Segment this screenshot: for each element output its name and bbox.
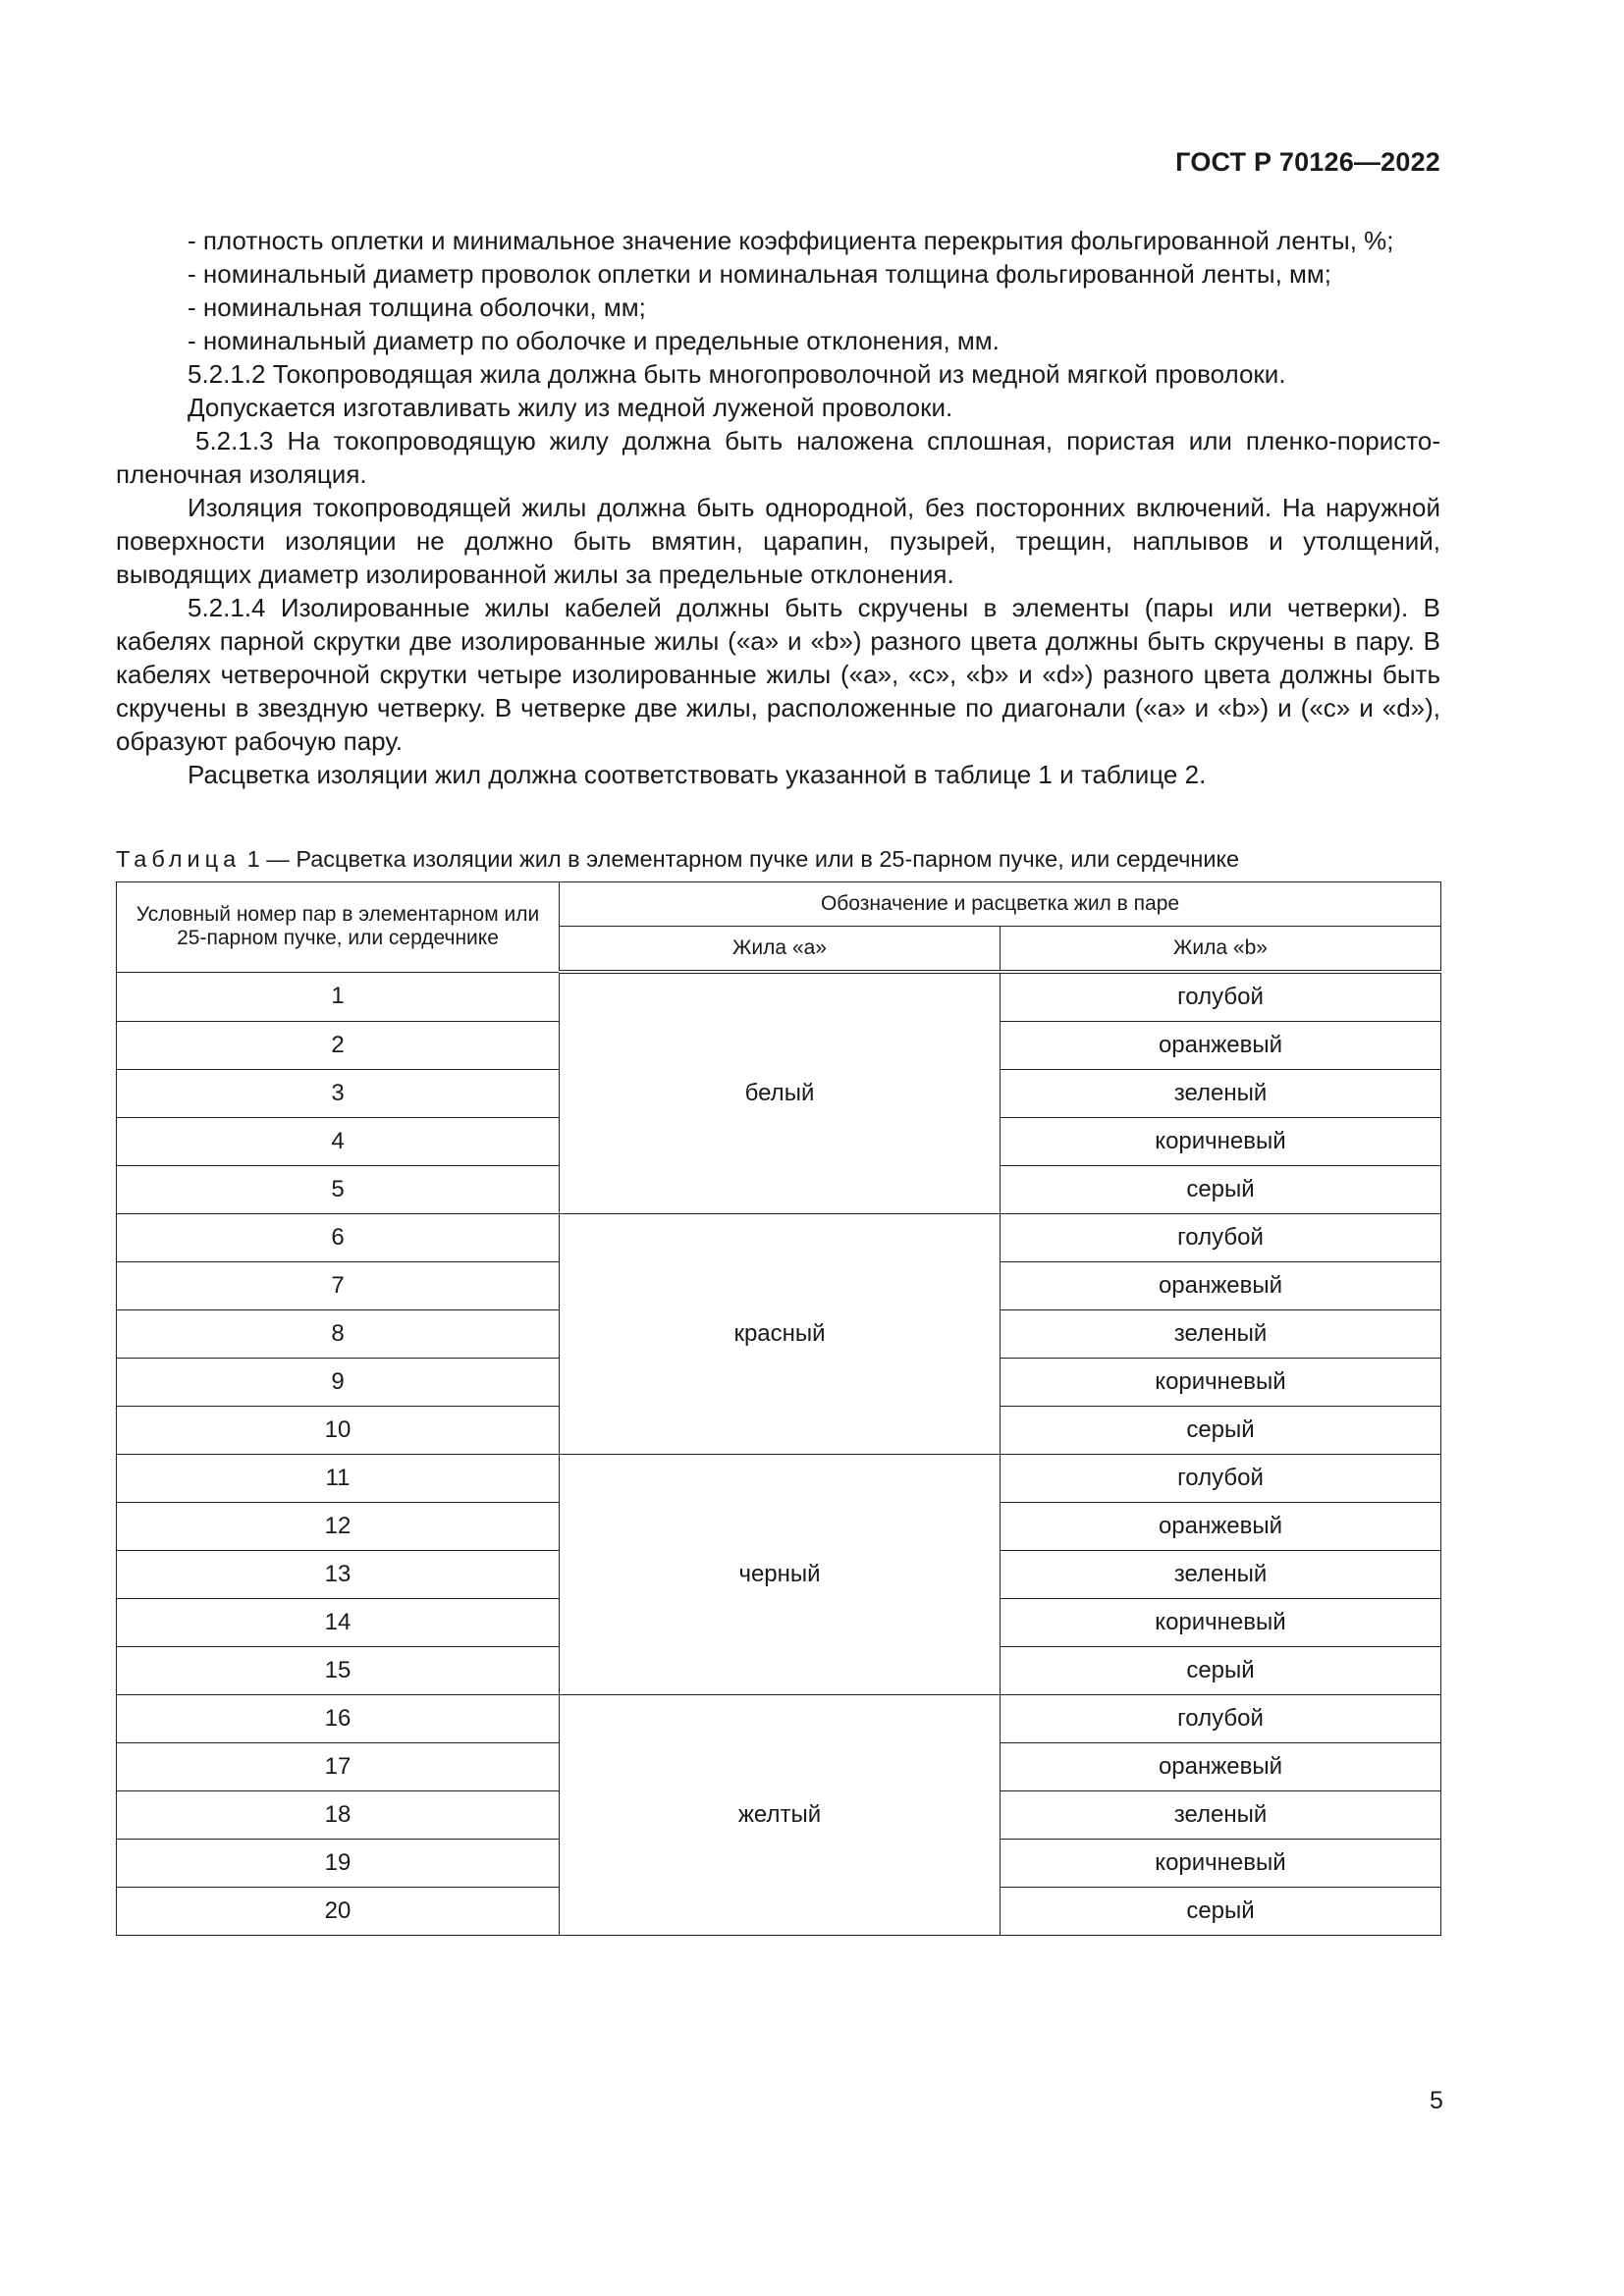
header-pair-number: Условный номер пар в элементарном или 25-парном пучке, или сердечнике	[117, 882, 560, 973]
wire-b-color-cell: зеленый	[1001, 1070, 1441, 1118]
pair-number-cell: 7	[117, 1262, 560, 1310]
pair-number-cell: 16	[117, 1695, 560, 1743]
table-caption-label: Таблица	[116, 846, 242, 872]
wire-b-color-cell: серый	[1001, 1647, 1441, 1695]
wire-b-color-cell: коричневый	[1001, 1359, 1441, 1407]
wire-b-color-cell: серый	[1001, 1888, 1441, 1936]
header-designation: Обозначение и расцветка жил в паре	[560, 882, 1441, 927]
wire-b-color-cell: серый	[1001, 1166, 1441, 1214]
paragraph: - плотность оплетки и минимальное значение коэффициента перекрытия фольгированной ленты, %;	[188, 226, 1394, 255]
pair-number-cell: 14	[117, 1599, 560, 1647]
wire-b-color-cell: оранжевый	[1001, 1743, 1441, 1791]
wire-a-color-cell: белый	[560, 972, 1001, 1214]
header-wire-a: Жила «а»	[560, 927, 1001, 973]
wire-b-color-cell: зеленый	[1001, 1551, 1441, 1599]
table-row	[117, 1695, 1441, 1743]
wire-b-color-cell: голубой	[1001, 972, 1441, 1022]
paragraph: - номинальный диаметр по оболочке и предельные отклонения, мм.	[188, 326, 1000, 355]
paragraph: 5.2.1.2 Токопроводящая жила должна быть многопроволочной из медной мягкой проволоки.	[188, 359, 1286, 389]
paragraph: - номинальный диаметр проволок оплетки и номинальная толщина фольгированной ленты, мм;	[188, 259, 1331, 289]
table-caption-text: 1 — Расцветка изоляции жил в элементарном пучке или в 25-парном пучке, или сердечнике	[241, 846, 1240, 872]
table-caption	[116, 843, 1451, 875]
wire-b-color-cell: голубой	[1001, 1695, 1441, 1743]
pair-number-cell: 11	[117, 1455, 560, 1503]
pair-number-cell: 4	[117, 1118, 560, 1166]
wire-b-color-cell: оранжевый	[1001, 1503, 1441, 1551]
pair-number-cell: 8	[117, 1310, 560, 1359]
pair-number-cell: 19	[117, 1840, 560, 1888]
paragraph: - номинальная толщина оболочки, мм;	[188, 293, 646, 322]
wire-b-color-cell: зеленый	[1001, 1791, 1441, 1840]
wire-b-color-cell: голубой	[1001, 1214, 1441, 1262]
pair-number-cell: 13	[117, 1551, 560, 1599]
document-code: ГОСТ Р 70126—2022	[1175, 147, 1440, 177]
pair-number-cell: 5	[117, 1166, 560, 1214]
wire-b-color-cell: коричневый	[1001, 1118, 1441, 1166]
wire-b-color-cell: оранжевый	[1001, 1262, 1441, 1310]
body-text	[116, 224, 1440, 791]
pair-number-cell: 10	[117, 1407, 560, 1455]
paragraph: Допускается изготавливать жилу из медной луженой проволоки.	[188, 393, 953, 422]
table-row	[117, 1455, 1441, 1503]
pair-number-cell: 6	[117, 1214, 560, 1262]
paragraph: 5.2.1.3 На токопроводящую жилу должна быть наложена сплошная, пористая или пленко-пористо-пленочная изоляция.	[116, 426, 1440, 489]
pair-number-cell: 3	[117, 1070, 560, 1118]
pair-number-cell: 1	[117, 972, 560, 1022]
wire-b-color-cell: голубой	[1001, 1455, 1441, 1503]
wire-a-color-cell: черный	[560, 1455, 1001, 1695]
page-number: 5	[1430, 2087, 1443, 2114]
pair-number-cell: 2	[117, 1022, 560, 1070]
wire-b-color-cell: зеленый	[1001, 1310, 1441, 1359]
pair-number-cell: 17	[117, 1743, 560, 1791]
color-table	[116, 881, 1441, 1936]
pair-number-cell: 12	[117, 1503, 560, 1551]
wire-b-color-cell: коричневый	[1001, 1599, 1441, 1647]
pair-number-cell: 15	[117, 1647, 560, 1695]
header-wire-b: Жила «b»	[1001, 927, 1441, 973]
paragraph: Расцветка изоляции жил должна соответствовать указанной в таблице 1 и таблице 2.	[188, 760, 1207, 789]
table-row	[117, 1214, 1441, 1262]
paragraph: Изоляция токопроводящей жилы должна быть однородной, без посторонних включений. На наружной поверхности изоляции не должно быть вмятин, царапин, пузырей, трещин, наплывов и утолщений, выводящих диаметр изолированной жилы за предельные отклонения.	[116, 493, 1440, 589]
pair-number-cell: 18	[117, 1791, 560, 1840]
pair-number-cell: 9	[117, 1359, 560, 1407]
pair-number-cell: 20	[117, 1888, 560, 1936]
table-row	[117, 972, 1441, 1022]
wire-b-color-cell: серый	[1001, 1407, 1441, 1455]
paragraph: 5.2.1.4 Изолированные жилы кабелей должны быть скручены в элементы (пары или четверки). В кабелях парной скрутки две изолированные жилы («а» и «b») разного цвета должны быть скручены в пару. В кабелях четверочной скрутки четыре изолированные жилы («а», «с», «b» и «d») разного цвета должны быть скручены в звездную четверку. В четверке две жилы, расположенные по диагонали («а» и «b») и («с» и «d»), образуют рабочую пару.	[116, 593, 1440, 756]
wire-a-color-cell: желтый	[560, 1695, 1001, 1936]
table-body	[117, 972, 1441, 1936]
wire-b-color-cell: коричневый	[1001, 1840, 1441, 1888]
wire-a-color-cell: красный	[560, 1214, 1001, 1455]
wire-b-color-cell: оранжевый	[1001, 1022, 1441, 1070]
